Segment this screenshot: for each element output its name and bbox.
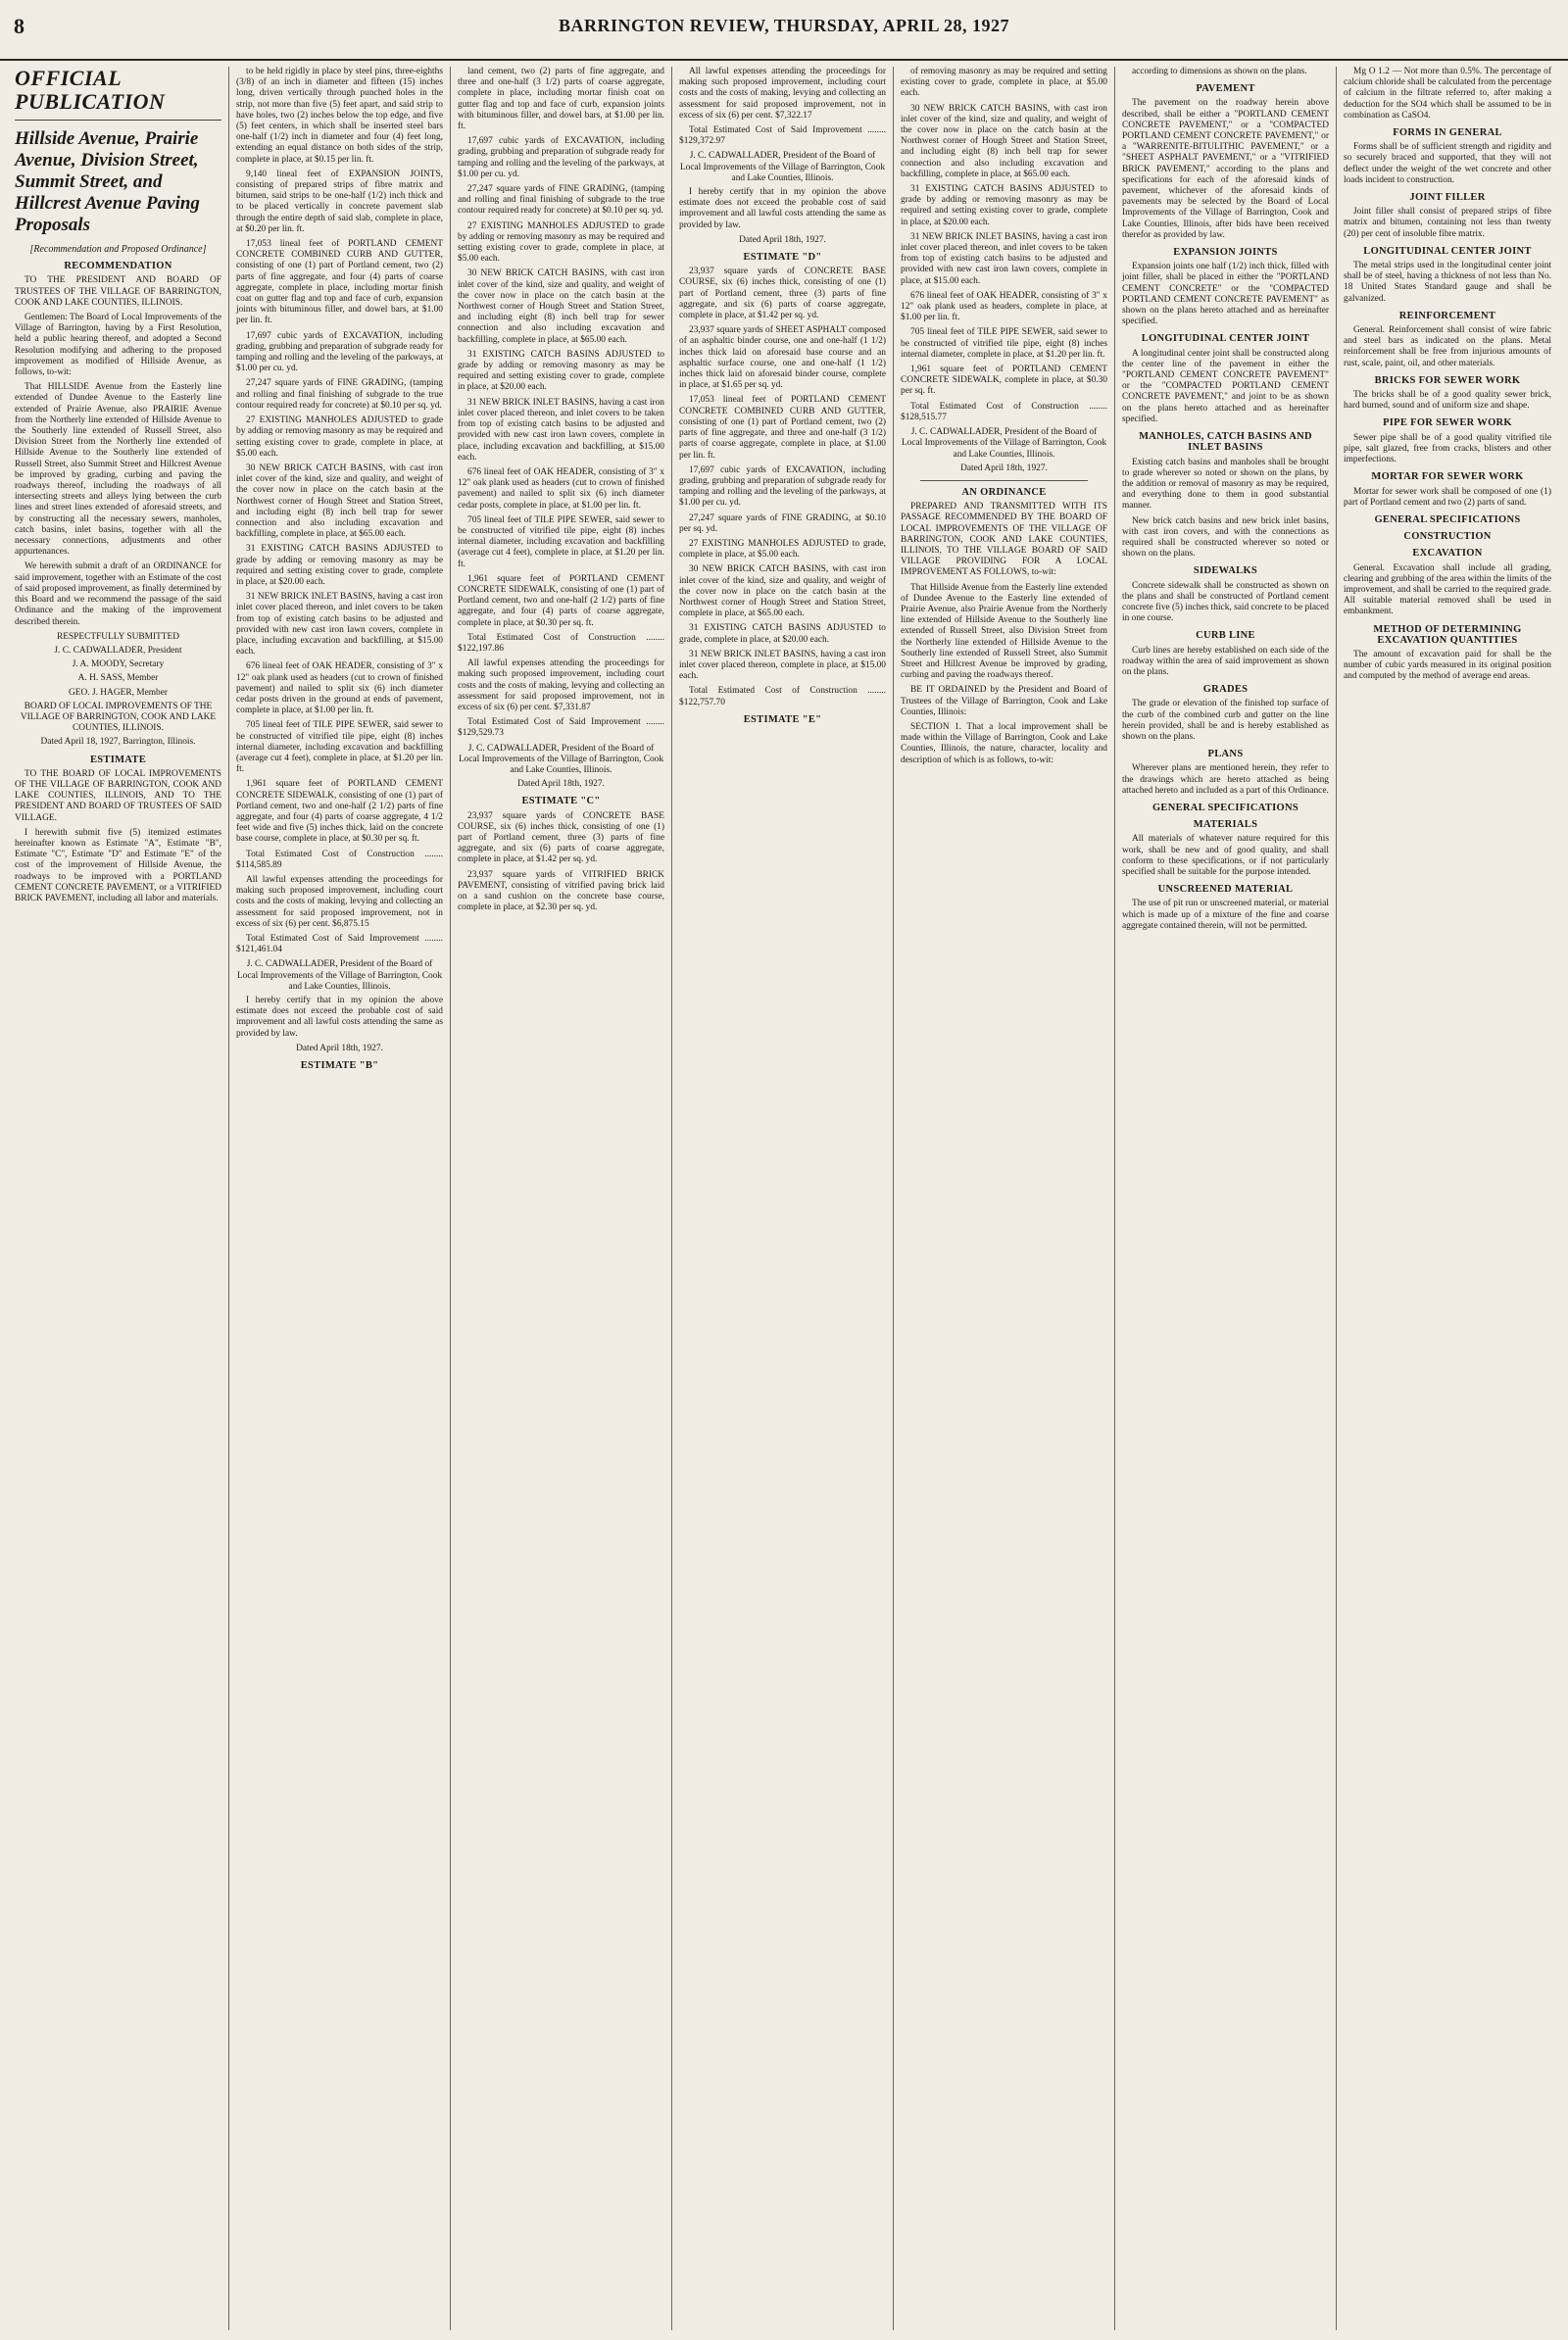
- section-heading: GRADES: [1202, 684, 1249, 696]
- section-heading: CURB LINE: [1196, 630, 1255, 642]
- section-heading: GENERAL SPECIFICATIONS: [1152, 802, 1299, 813]
- paragraph: 31 NEW BRICK INLET BASINS, having a cast iron inlet cover placed thereon, and inlet covers to be taken from top of existing catch basins to be adjusted and provided with new cast iron lawn covers, complete in place, at $15.00 each.: [901, 231, 1107, 286]
- paragraph: PREPARED AND TRANSMITTED WITH ITS PASSAGE RECOMMENDED BY THE BOARD OF LOCAL IMPROVEMENTS OF THE VILLAGE OF BARRINGTON, COOK AND LAKE COUNTIES, ILLINOIS, TO THE VILLAGE BOARD OF SAID VILLAGE PROVIDING FOR A LOCAL IMPROVEMENT AS FOLLOWS, to-wit:: [901, 502, 1107, 578]
- estimate-heading: ESTIMATE "C": [521, 796, 601, 807]
- paragraph: Gentlemen: The Board of Local Improvements of the Village of Barrington, having by a First Resolution, held a public hearing thereof, and adopted a Second Resolution modifying and adhering to the proposed improvement as modified of Hillside Avenue, as follows, to-wit:: [15, 313, 221, 378]
- column-3: [451, 67, 672, 2330]
- paragraph: 30 NEW BRICK CATCH BASINS, with cast iron inlet cover of the kind, size and quality, and weight of the cover now in place on the catch basin at the Northwest corner of Hough Street and Station Street, and including eight (8) inch bell trap for sewer connection and also including excavation and backfilling, complete in place, at $65.00 each.: [901, 103, 1107, 179]
- paragraph: All materials of whatever nature required for this work, shall be new and of good quality, and shall conform to these specifications, or if not particularly specified shall be suitable for the purpose intended.: [1122, 834, 1329, 877]
- signature: J. C. CADWALLADER, President of the Board of Local Improvements of the Village of Barrington, Cook and Lake Counties, Illinois.: [236, 959, 443, 992]
- paragraph: 9,140 lineal feet of EXPANSION JOINTS, consisting of prepared strips of fibre matrix and bitumen, said strips to be one-half (1/2) inch thick and to be placed vertically in concrete pavement slab through the entire depth of said slab, complete in place, at $0.20 per lin. ft.: [236, 169, 443, 234]
- paragraph: 17,053 lineal feet of PORTLAND CEMENT CONCRETE COMBINED CURB AND GUTTER, consisting of one (1) part of Portland cement, two (2) parts of fine aggregate, and three and one-half (3 1/2) parts of coarse aggregate, complete in place, at $1.00 per lin. ft.: [679, 395, 886, 461]
- paragraph: BE IT ORDAINED by the President and Board of Trustees of the Village of Barrington, Cook and Lake Counties, Illinois:: [901, 685, 1107, 717]
- signature: GEO. J. HAGER, Member: [68, 687, 169, 698]
- signature: J. C. CADWALLADER, President of the Board of Local Improvements of the Village of Barrington, Cook and Lake Counties, Illinois.: [901, 427, 1107, 460]
- section-heading: JOINT FILLER: [1409, 192, 1486, 204]
- paragraph: 17,697 cubic yards of EXCAVATION, including grading, grubbing and preparation of subgrade ready for tamping and rolling and the leveling of the parkways, at $1.00 per cu. yd.: [458, 136, 664, 179]
- paragraph: land cement, two (2) parts of fine aggregate, and three and one-half (3 1/2) parts of coarse aggregate, complete in place, including mortar finish coat on gutter flag and top and face of curb, expansion joints with bituminous filler, and dowel bars, at $1.00 per lin. ft.: [458, 67, 664, 132]
- dated-line: Dated April 18th, 1927.: [517, 779, 605, 790]
- paragraph: 676 lineal feet of OAK HEADER, consisting of 3" x 12" oak plank used as headers, complete in place, at $1.00 per lin. ft.: [901, 290, 1107, 323]
- total-line: Total Estimated Cost of Said Improvement ........ $121,461.04: [236, 934, 443, 955]
- paragraph: 31 NEW BRICK INLET BASINS, having a cast iron inlet cover placed thereon, and inlet covers to be taken from top of existing catch basins to be adjusted and provided with new cast iron lawn covers, complete in place, including excavation and backfilling, at $15.00 each.: [458, 397, 664, 463]
- paragraph: 27 EXISTING MANHOLES ADJUSTED to grade, complete in place, at $5.00 each.: [679, 538, 886, 561]
- paragraph: All lawful expenses attending the proceedings for making such proposed improvement, including court costs and the costs of making, levying and collecting an assessment for said proposed improvement, not in excess of six (6) per cent. $6,875.15: [236, 875, 443, 929]
- paragraph: 705 lineal feet of TILE PIPE SEWER, said sewer to be constructed of vitrified tile pipe, eight (8) inches internal diameter, including excavation and backfilling (average cut 4 feet), complete in place, at $1.20 per lin. ft.: [458, 514, 664, 569]
- paragraph: Sewer pipe shall be of a good quality vitrified tile pipe, salt glazed, free from cracks, blisters and other imperfections.: [1344, 432, 1551, 465]
- paragraph: Wherever plans are mentioned herein, they refer to the drawings which are hereto attached as being attached hereto and included as a part of this Ordinance.: [1122, 763, 1329, 796]
- paragraph: 31 EXISTING CATCH BASINS ADJUSTED to grade by adding or removing masonry as may be required and setting existing cover to grade, complete in place, at $20.00 each.: [901, 184, 1107, 227]
- paragraph: All lawful expenses attending the proceedings for making such proposed improvement, including court costs and the costs of making, levying and collecting an assessment for said proposed improvement, not in excess of six (6) per cent. $7,322.17: [679, 67, 886, 121]
- paragraph: New brick catch basins and new brick inlet basins, with cast iron covers, and with the connections as required shall be constructed wherever so noted or shown on the plans.: [1122, 515, 1329, 560]
- paragraph: Mg O 1.2 — Not more than 0.5%. The percentage of calcium chloride shall be calculated from the percentage of calcium in the filtrate referred to, after making a deduction for the SO4 which shall be assumed to be in combination as CaSO4.: [1344, 67, 1551, 121]
- paragraph: Expansion joints one half (1/2) inch thick, filled with joint filler, shall be placed in either the "PORTLAND CEMENT CONCRETE" or the "COMPACTED PORTLAND CEMENT CONCRETE PAVEMENT" as shown on the plans hereto attached and as hereinafter specified.: [1122, 262, 1329, 327]
- signature: J. C. CADWALLADER, President: [54, 645, 182, 656]
- running-head: BARRINGTON REVIEW, THURSDAY, APRIL 28, 1927: [559, 16, 1009, 35]
- paragraph: 676 lineal feet of OAK HEADER, consisting of 3" x 12" oak plank used as headers (cut to crown of finished pavement) and nailed to split six (6) inch diameter cedar posts, complete in place, at $1.00 per lin. ft.: [458, 466, 664, 511]
- signature: J. C. CADWALLADER, President of the Board of Local Improvements of the Village of Barrington, Cook and Lake Counties, Illinois.: [458, 743, 664, 775]
- paragraph: 31 NEW BRICK INLET BASINS, having a cast iron inlet cover placed thereon, and inlet covers to be taken from top of existing catch basins to be adjusted and provided with new cast iron lawn covers, complete in place, including excavation and backfilling, at $15.00 each.: [236, 592, 443, 658]
- divider: [920, 480, 1088, 481]
- paragraph: 31 EXISTING CATCH BASINS ADJUSTED to grade by adding or removing masonry as may be required and setting existing cover to grade, complete in place, at $20.00 each.: [458, 349, 664, 393]
- section-heading: PLANS: [1207, 749, 1244, 760]
- paragraph: TO THE PRESIDENT AND BOARD OF TRUSTEES OF THE VILLAGE OF BARRINGTON, COOK AND LAKE COUNTIES, ILLINOIS.: [15, 275, 221, 308]
- section-heading: SIDEWALKS: [1193, 565, 1258, 577]
- paragraph: 27,247 square yards of FINE GRADING, (tamping and rolling and final finishing of subgrade to the true contour required ready for concrete) at $0.10 per sq. yd.: [458, 184, 664, 217]
- paragraph: 1,961 square feet of PORTLAND CEMENT CONCRETE SIDEWALK, complete in place, at $0.30 per sq. ft.: [901, 365, 1107, 397]
- estimate-heading: ESTIMATE "D": [743, 252, 822, 264]
- paragraph: That Hillside Avenue from the Easterly line extended of Dundee Avenue to the Easterly line extended of Prairie Avenue, also Prairie Avenue from the Northerly line extended of Hillside Avenue to the Southerly line extended of Russell Street, also Division Street from the Northerly line extended of Hillside Avenue to the Southerly line extended of Russell Street, also Summit Street and Hillcrest Avenue be improved by grading, curbing and paving the roadways thereof.: [901, 582, 1107, 681]
- paragraph: I hereby certify that in my opinion the above estimate does not exceed the probable cost of said improvement and all lawful costs attending the same as provided by law.: [236, 996, 443, 1039]
- paragraph: 23,937 square yards of SHEET ASPHALT composed of an asphaltic binder course, one and one-half (1 1/2) inches thick laid on aforesaid base course and an asphaltic surface course, one and one-half (1 1/2) inches thick laid on aforesaid binder course, complete in place, at $1.65 per sq. yd.: [679, 325, 886, 391]
- section-heading: LONGITUDINAL CENTER JOINT: [1363, 245, 1532, 257]
- dated-line: Dated April 18th, 1927.: [296, 1043, 383, 1053]
- total-line: Total Estimated Cost of Said Improvement ........ $129,529.73: [458, 717, 664, 739]
- estimate-heading: ESTIMATE "E": [743, 713, 822, 725]
- paragraph: Existing catch basins and manholes shall be brought to grade wherever so noted or shown on the plans, by the addition or removal of masonry as may be required, and everything done to them in good substantial manner.: [1122, 457, 1329, 512]
- paragraph: The use of pit run or unscreened material, or material which is made up of a mixture of the fine and coarse aggregate contained therein, will not be permitted.: [1122, 899, 1329, 931]
- total-line: Total Estimated Cost of Construction ........ $122,757.70: [679, 686, 886, 707]
- paragraph: The bricks shall be of a good quality sewer brick, hard burned, sound and of uniform size and shape.: [1344, 390, 1551, 412]
- section-heading: MORTAR FOR SEWER WORK: [1371, 471, 1524, 483]
- signature: J. C. CADWALLADER, President of the Board of Local Improvements of the Village of Barrington, Cook and Lake Counties, Illinois.: [679, 151, 886, 183]
- total-line: Total Estimated Cost of Construction ........ $114,585.89: [236, 849, 443, 870]
- column-6: [1115, 67, 1337, 2330]
- bracket-note: [Recommendation and Proposed Ordinance]: [29, 244, 207, 255]
- paragraph: TO THE BOARD OF LOCAL IMPROVEMENTS OF THE VILLAGE OF BARRINGTON, COOK AND LAKE COUNTIES, ILLINOIS, AND TO THE PRESIDENT AND BOARD OF TRUSTEES OF SAID VILLAGE.: [15, 768, 221, 823]
- paragraph: 705 lineal feet of TILE PIPE SEWER, said sewer to be constructed of vitrified tile pipe, eight (8) inches internal diameter, including excavation and backfilling (average cut 4 feet), complete in place, at $1.20 per lin. ft.: [236, 720, 443, 775]
- paragraph: The metal strips used in the longitudinal center joint shall be of steel, having a thickness of not less than No. 18 United States Standard gauge and shall be galvanized.: [1344, 261, 1551, 304]
- paragraph: 17,697 cubic yards of EXCAVATION, including grading, grubbing and preparation of subgrade ready for tamping and rolling and the leveling of the parkways, at $1.00 per cu. yd.: [679, 464, 886, 509]
- dated-line: Dated April 18th, 1927.: [960, 463, 1048, 473]
- section-heading: PIPE FOR SEWER WORK: [1383, 417, 1512, 429]
- signature: J. A. MOODY, Secretary: [72, 659, 165, 670]
- paragraph: 30 NEW BRICK CATCH BASINS, with cast iron inlet cover of the kind, size and quality, and weight of the cover now in place on the catch basin at the Northwest corner of Hough Street and Station Street, complete in place, at $65.00 each.: [679, 564, 886, 619]
- section-heading: MATERIALS: [1193, 819, 1258, 831]
- paragraph: 23,937 square yards of CONCRETE BASE COURSE, six (6) inches thick, consisting of one (1) part of Portland cement, three (3) parts of fine aggregate, and six (6) parts of coarse aggregate, complete in place, at $1.42 per sq. yd.: [679, 267, 886, 321]
- column-1: [8, 67, 229, 2330]
- total-line: Total Estimated Cost of Construction ........ $122,197.86: [458, 632, 664, 654]
- paragraph: A longitudinal center joint shall be constructed along the center line of the pavement in either the "PORTLAND CEMENT CONCRETE PAVEMENT" or the "COMPACTED PORTLAND CEMENT CONCRETE PAVEMENT," and joint to be as shown on the plans hereto attached and as hereinafter specified.: [1122, 348, 1329, 424]
- total-line: Total Estimated Cost of Construction ........ $128,515.77: [901, 401, 1107, 422]
- paragraph: 23,937 square yards of VITRIFIED BRICK PAVEMENT, consisting of vitrified paving brick laid on a sand cushion on the concrete base course, complete in place, at $2.30 per sq. yd.: [458, 869, 664, 913]
- paragraph: 1,961 square feet of PORTLAND CEMENT CONCRETE SIDEWALK, consisting of one (1) part of Portland cement, two and one-half (2 1/2) parts of fine aggregate, and four (4) parts of coarse aggregate, 4 1/2 feet wide and five (5) inches thick, laid on the concrete base course, complete in place, at $0.30 per sq. ft.: [236, 779, 443, 845]
- paragraph: 27 EXISTING MANHOLES ADJUSTED to grade by adding or removing masonry as may be required and setting existing cover to grade, complete in place, at $5.00 each.: [236, 415, 443, 459]
- respectfully-submitted: RESPECTFULLY SUBMITTED: [56, 631, 180, 642]
- paragraph: 31 EXISTING CATCH BASINS ADJUSTED to grade by adding or removing masonry as may be required and setting existing cover to grade, complete in place, at $20.00 each.: [236, 544, 443, 587]
- dated-line: Dated April 18th, 1927.: [739, 234, 826, 245]
- paragraph: 676 lineal feet of OAK HEADER, consisting of 3" x 12" oak plank used as headers (cut to crown of finished pavement) and nailed to split six (6) inch diameter cedar posts driven in the ground at ends of pavement, complete in place, at $1.00 per lin. ft.: [236, 661, 443, 716]
- paragraph: Concrete sidewalk shall be constructed as shown on the plans and shall be constructed of Portland cement concrete five (5) inches thick, said concrete to be placed in one course.: [1122, 580, 1329, 624]
- section-heading: EXPANSION JOINTS: [1173, 247, 1278, 259]
- paragraph: I hereby certify that in my opinion the above estimate does not exceed the probable cost of said improvement and all lawful costs attending the same as provided by law.: [679, 187, 886, 230]
- dated-line: Dated April 18, 1927, Barrington, Illinois.: [40, 737, 196, 748]
- section-heading: FORMS IN GENERAL: [1393, 127, 1502, 139]
- ordinance-heading: AN ORDINANCE: [961, 486, 1047, 498]
- paragraph: Mortar for sewer work shall be composed of one (1) part of Portland cement and two (2) parts of sand.: [1344, 486, 1551, 508]
- paragraph: 1,961 square feet of PORTLAND CEMENT CONCRETE SIDEWALK, consisting of one (1) part of Portland cement, two and one-half (2 1/2) parts of fine aggregate, and four (4) parts of coarse aggregate, complete in place, at $0.30 per sq. ft.: [458, 573, 664, 628]
- board-name: BOARD OF LOCAL IMPROVEMENTS OF THE VILLAGE OF BARRINGTON, COOK AND LAKE COUNTIES, ILLINOIS.: [20, 701, 217, 734]
- paragraph: 30 NEW BRICK CATCH BASINS, with cast iron inlet cover of the kind, size and quality, and weight of the cover now in place on the catch basin at the Northwest corner of Hough Street and Station Street, and including eight (8) inch bell trap for sewer connection and also including excavation and backfilling, complete in place, at $65.00 each.: [458, 268, 664, 345]
- estimate-heading: ESTIMATE: [89, 754, 147, 765]
- section-heading: CONSTRUCTION: [1403, 531, 1492, 543]
- section-heading: GENERAL SPECIFICATIONS: [1374, 513, 1521, 525]
- section-heading: REINFORCEMENT: [1398, 310, 1496, 321]
- paragraph: General. Excavation shall include all grading, clearing and grubbing of the area within the limits of the improvement, and shall be carried to the required grade. All suitable material removed shall be used in embankment.: [1344, 562, 1551, 617]
- paragraph: 27,247 square yards of FINE GRADING, at $0.10 per sq. yd.: [679, 512, 886, 534]
- recommendation-heading: RECOMMENDATION: [64, 261, 172, 272]
- paragraph: The amount of excavation paid for shall be the number of cubic yards measured in its original position and computed by the method of average end areas.: [1344, 649, 1551, 682]
- section-heading: LONGITUDINAL CENTER JOINT: [1141, 333, 1310, 345]
- estimate-heading: ESTIMATE "B": [300, 1060, 379, 1072]
- paragraph: 17,697 cubic yards of EXCAVATION, including grading, grubbing and preparation of subgrade ready for tamping and rolling and the leveling of the parkways, at $1.00 per cu. yd.: [236, 330, 443, 374]
- section-heading: PAVEMENT: [1196, 83, 1255, 95]
- paragraph: to be held rigidly in place by steel pins, three-eighths (3/8) of an inch in diameter and fifteen (15) inches long, driven vertically through punched holes in the strip, not more than five (5) feet apart, and said strip to have holes, two (2) inches below the top edge, and five (5) feet centers, in which shall be inserted steel bars one-half (1/2) inch in diameter and four (4) feet long, extending an equal distance on both sides of the strip, complete in place, at $0.15 per lin. ft.: [236, 67, 443, 165]
- paragraph: Curb lines are hereby established on each side of the roadway within the area of said improvement as shown on the plans.: [1122, 645, 1329, 677]
- paragraph: 31 EXISTING CATCH BASINS ADJUSTED to grade, complete in place, at $20.00 each.: [679, 623, 886, 645]
- paragraph: We herewith submit a draft of an ORDINANCE for said improvement, together with an Estimate of the cost of said proposed improvement, as finally determined by this Board and we recommend the passage of the said Ordinance and the making of the improvement described therein.: [15, 561, 221, 627]
- columns: [8, 67, 1560, 2330]
- section-heading: MANHOLES, CATCH BASINS AND INLET BASINS: [1139, 431, 1312, 454]
- paragraph: SECTION 1. That a local improvement shall be made within the Village of Barrington, Cook and Lake Counties, Illinois, the nature, character, locality and description of which is as follows, to-wit:: [901, 721, 1107, 765]
- paragraph: All lawful expenses attending the proceedings for making such proposed improvement, including court costs and the costs of making, levying and collecting an assessment for said proposed improvement, not in excess of six (6) per cent. $7,331.87: [458, 658, 664, 712]
- paragraph: 27,247 square yards of FINE GRADING, (tamping and rolling and final finishing of subgrade to the true contour required ready for concrete) at $0.10 per sq. yd.: [236, 378, 443, 411]
- paragraph: according to dimensions as shown on the plans.: [1132, 67, 1307, 76]
- section-heading: METHOD OF DETERMINING EXCAVATION QUANTITIES: [1373, 623, 1522, 646]
- paragraph: Forms shall be of sufficient strength and rigidity and so securely braced and supported, that they will not deflect under the weight of the wet concrete and other loads incident to construction.: [1344, 142, 1551, 185]
- signature: A. H. SASS, Member: [77, 673, 159, 684]
- column-5: [894, 67, 1115, 2330]
- title-block: [15, 67, 221, 236]
- publication-title: OFFICIAL PUBLICATION: [15, 67, 221, 121]
- paragraph: Joint filler shall consist of prepared strips of fibre matrix and bitumen, containing not less than twenty (20) per cent of insoluble fibre matrix.: [1344, 207, 1551, 239]
- column-7: [1337, 67, 1558, 2330]
- paragraph: 23,937 square yards of CONCRETE BASE COURSE, six (6) inches thick, consisting of one (1) part of Portland cement, three (3) parts of fine aggregate, and six (6) parts of coarse aggregate, complete in place, at $1.42 per sq. yd.: [458, 810, 664, 865]
- paragraph: 31 NEW BRICK INLET BASINS, having a cast iron inlet cover placed thereon, complete in place, at $15.00 each.: [679, 649, 886, 682]
- paragraph: General. Reinforcement shall consist of wire fabric and steel bars as indicated on the plans. Metal reinforcement shall be free from injurious amounts of rust, scale, paint, oil, and other materials.: [1344, 325, 1551, 368]
- paragraph: The pavement on the roadway herein above described, shall be either a "PORTLAND CEMENT CONCRETE PAVEMENT," or a "COMPACTED PORTLAND CEMENT CONCRETE PAVEMENT," or a "WARRENITE-BITULITHIC PAVEMENT," or a "SHEET ASPHALT PAVEMENT," or a "VITRIFIED BRICK PAVEMENT," according to the plans and specifications for each of the aforesaid kinds of pavement, whichever of the aforesaid kinds of pavements may be selected by the Board of Local Improvements of the Village of Barrington, Cook and Lake Counties, Illinois, after bids have been received therefor as provided by law.: [1122, 98, 1329, 240]
- proposal-title: Hillside Avenue, Prairie Avenue, Division Street, Summit Street, and Hillcrest Avenue Paving Proposals: [15, 128, 200, 235]
- paragraph: of removing masonry as may be required and setting existing cover to grade, complete in place, at $5.00 each.: [901, 67, 1107, 99]
- total-line: Total Estimated Cost of Said Improvement ........ $129,372.97: [679, 125, 886, 147]
- paragraph: That HILLSIDE Avenue from the Easterly line extended of Dundee Avenue to the Easterly line extended of Prairie Avenue, also PRAIRIE Avenue from the Northerly line extended of Hillside Avenue to the Southerly line extended of Russell Street, also Division Street from the Northerly line extended of Hillside Avenue to the Southerly line extended of Russell Street, also Summit Street and Hillcrest Avenue be improved by grading, curbing and paving the roadways thereof, including the roadways of all intersecting streets and alleys lying between the curb lines and street lines extended of aforesaid streets, and by constructing all the necessary sewers, manholes, catch basins, inlet basins, together with all the necessary connections, adjustments and other appurtenances.: [15, 382, 221, 558]
- masthead: [0, 0, 1568, 61]
- column-4: [672, 67, 894, 2330]
- paragraph: 30 NEW BRICK CATCH BASINS, with cast iron inlet cover of the kind, size and quality, and weight of the cover now in place on the catch basin at the Northwest corner of Hough Street and Station Street, and including eight (8) inch bell trap for sewer connection and also including excavation and backfilling, complete in place, at $65.00 each.: [236, 463, 443, 540]
- paragraph: I herewith submit five (5) itemized estimates hereinafter known as Estimate "A", Estimate "B", Estimate "C", Estimate "D" and Estimate "E" of the cost of the improvement of Hillside Avenue, the roadways to be improved with a PORTLAND CEMENT CONCRETE PAVEMENT, or a VITRIFIED BRICK PAVEMENT, including all labor and materials.: [15, 827, 221, 903]
- paragraph: 17,053 lineal feet of PORTLAND CEMENT CONCRETE COMBINED CURB AND GUTTER, consisting of one (1) part of Portland cement, two (2) parts of fine aggregate, and four (4) parts of coarse aggregate, complete in place, including mortar finish coat on gutter flag and top and face of curb, expansion joints with bituminous filler, and dowel bars, at $1.00 per lin. ft.: [236, 239, 443, 326]
- section-heading: UNSCREENED MATERIAL: [1157, 884, 1294, 896]
- paragraph: The grade or elevation of the finished top surface of the curb of the combined curb and gutter on the line herein provided, shall be and is hereby established as shown on the plans.: [1122, 699, 1329, 742]
- paragraph: 705 lineal feet of TILE PIPE SEWER, said sewer to be constructed of vitrified tile pipe, eight (8) inches internal diameter, complete in place, at $1.20 per lin. ft.: [901, 327, 1107, 360]
- paragraph: 27 EXISTING MANHOLES ADJUSTED to grade by adding or removing masonry as may be required and setting existing cover to grade, complete in place, at $5.00 each.: [458, 220, 664, 265]
- section-heading: EXCAVATION: [1412, 548, 1483, 560]
- column-2: [229, 67, 451, 2330]
- page-number: 8: [14, 14, 24, 38]
- section-heading: BRICKS FOR SEWER WORK: [1374, 374, 1521, 386]
